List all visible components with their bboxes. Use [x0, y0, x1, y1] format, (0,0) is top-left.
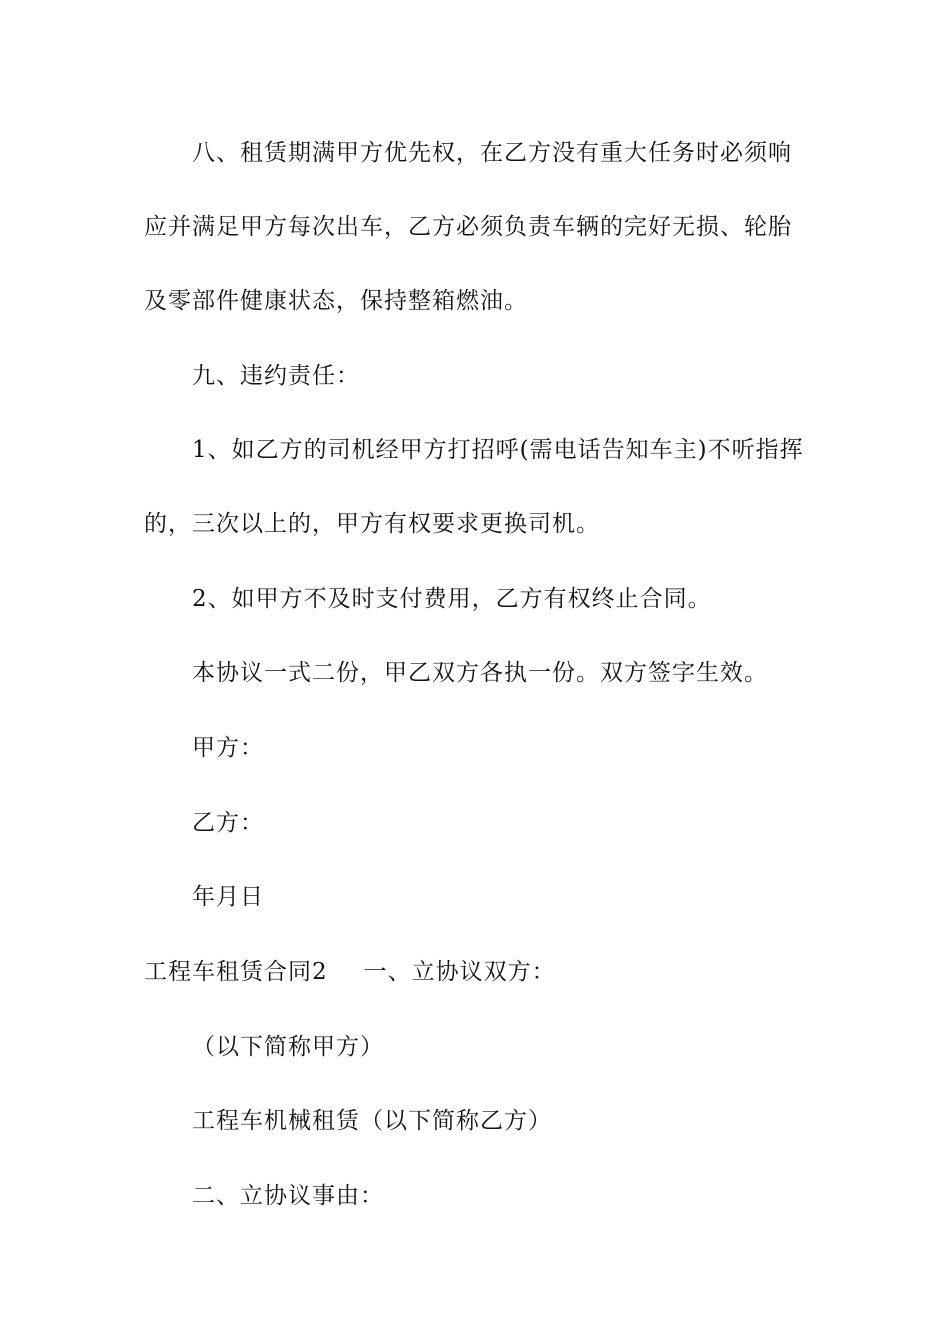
contract-2-heading-line	[144, 957, 844, 987]
clause-9-item-1-line-2: 的，三次以上的，甲方有权要求更换司机。	[144, 511, 600, 537]
party-b-description: 工程车机械租赁（以下简称乙方）	[192, 1108, 552, 1134]
clause-8-line-1: 八、租赁期满甲方优先权，在乙方没有重大任务时必须响	[192, 140, 792, 166]
party-a-description: （以下简称甲方）	[192, 1034, 384, 1060]
clause-9-heading: 九、违约责任：	[192, 363, 360, 389]
party-b-signature-label: 乙方：	[192, 810, 264, 836]
section-1-heading: 一、立协议双方：	[363, 959, 556, 985]
clause-8-line-2: 应并满足甲方每次出车，乙方必须负责车辆的完好无损、轮胎	[144, 214, 792, 240]
clause-9-item-2: 2、如甲方不及时支付费用，乙方有权终止合同。	[192, 586, 712, 612]
clause-9-item-1-line-1: 1、如乙方的司机经甲方打招呼(需电话告知车主)不听指挥	[192, 437, 804, 463]
clause-8-line-3: 及零部件健康状态，保持整箱燃油。	[144, 288, 528, 314]
section-2-heading: 二、立协议事由：	[192, 1183, 384, 1209]
date-label: 年月日	[192, 884, 264, 910]
copies-statement: 本协议一式二份，甲乙双方各执一份。双方签字生效。	[192, 660, 768, 686]
contract-2-title: 工程车租赁合同2	[144, 959, 328, 985]
party-a-signature-label: 甲方：	[192, 735, 264, 761]
